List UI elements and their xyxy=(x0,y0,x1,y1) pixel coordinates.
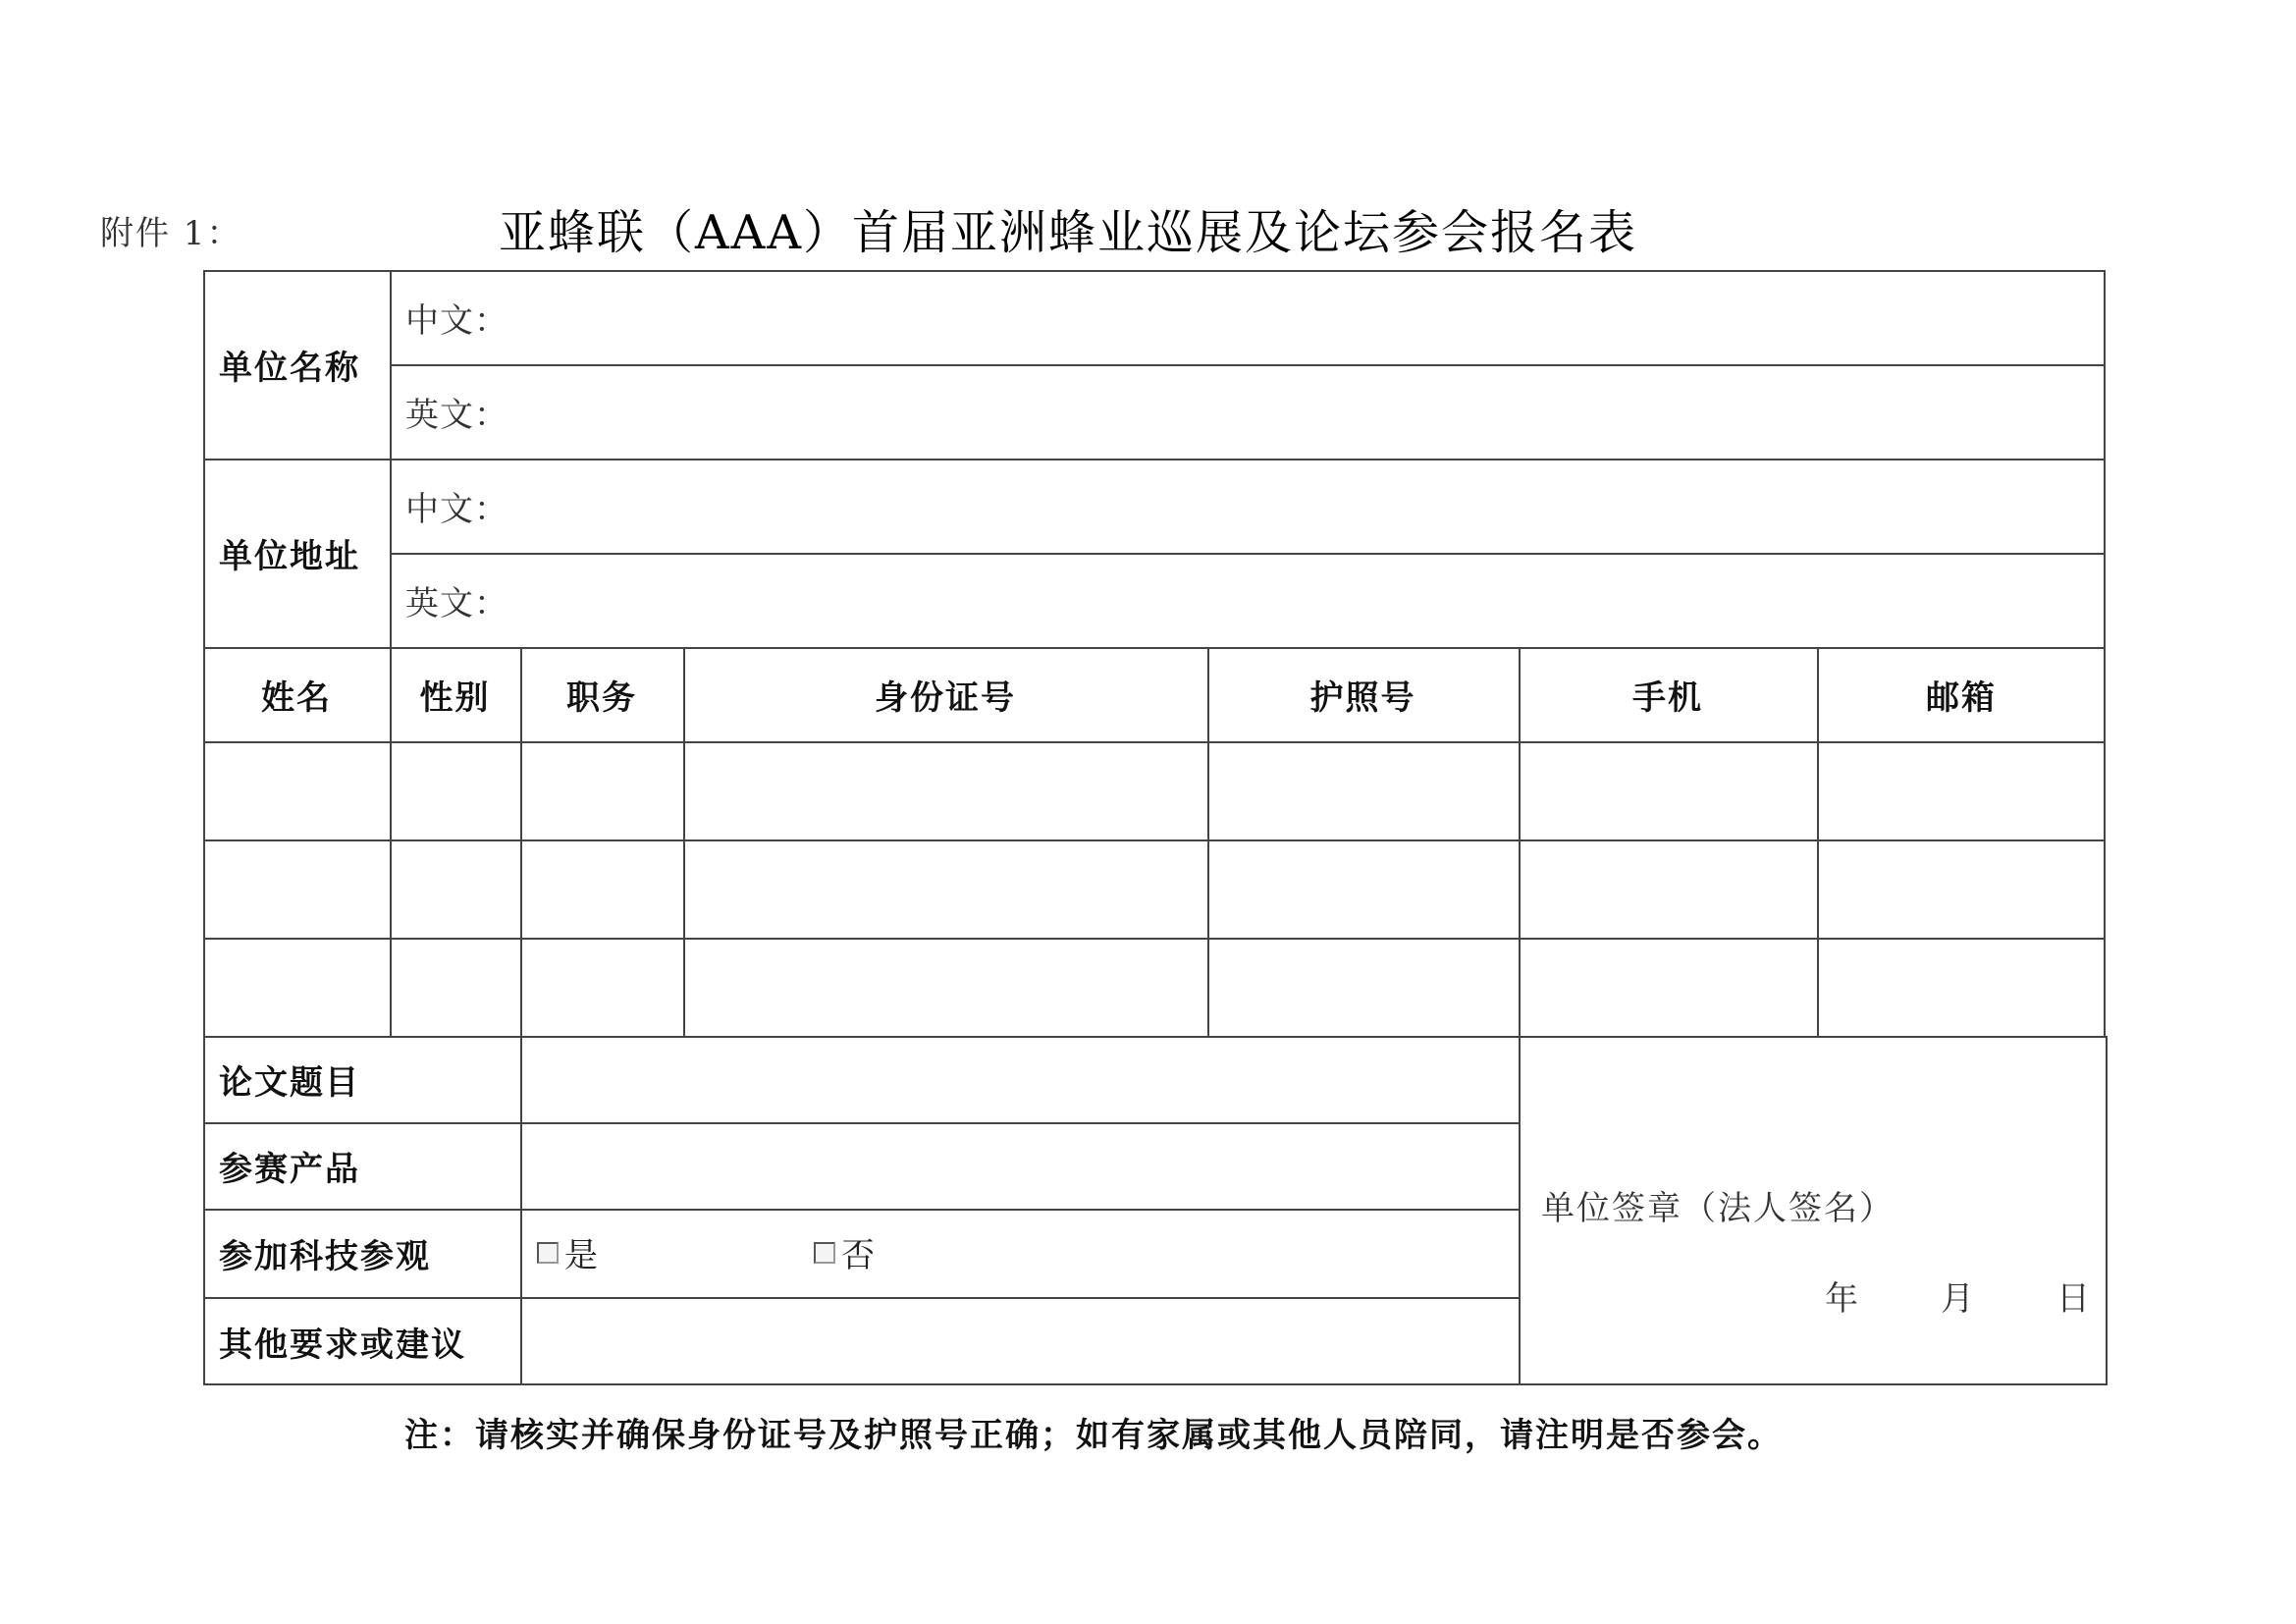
divider xyxy=(203,647,2106,649)
border-top xyxy=(203,270,2106,272)
attendee-cell-passport[interactable] xyxy=(1207,839,1519,938)
page-title: 亚蜂联（AAA）首届亚洲蜂业巡展及论坛参会报名表 xyxy=(499,205,1637,260)
divider xyxy=(1817,647,1819,1036)
attendee-cell-gender[interactable] xyxy=(390,938,520,1036)
attendee-cell-passport[interactable] xyxy=(1207,741,1519,839)
signature-day: 日 xyxy=(2056,1279,2090,1319)
signature-year: 年 xyxy=(1825,1279,1858,1319)
divider xyxy=(203,459,2106,460)
org-name-label: 单位名称 xyxy=(219,348,360,388)
attendee-cell-name[interactable] xyxy=(203,839,390,938)
attendee-cell-email[interactable] xyxy=(1817,938,2106,1036)
tour-no-option[interactable] xyxy=(814,1228,875,1276)
attendee-cell-position[interactable] xyxy=(520,741,683,839)
attendee-cell-mobile[interactable] xyxy=(1519,741,1817,839)
signature-label: 单位签章（法人签名） xyxy=(1541,1189,1895,1228)
product-input[interactable] xyxy=(520,1122,1519,1209)
attendee-cell-position[interactable] xyxy=(520,839,683,938)
attachment-label: 附件 1： xyxy=(100,214,242,253)
divider xyxy=(203,1122,1519,1124)
registration-form xyxy=(203,270,2106,1385)
attendee-cell-position[interactable] xyxy=(520,938,683,1036)
column-header-id-number: 身份证号 xyxy=(875,677,1016,718)
column-header-mobile: 手机 xyxy=(1632,677,1703,718)
attendee-cell-id-number[interactable] xyxy=(683,839,1207,938)
border-right xyxy=(2104,270,2106,1036)
org-address-label: 单位地址 xyxy=(219,536,360,576)
attendee-cell-gender[interactable] xyxy=(390,839,520,938)
org-address-english-field[interactable]: 英文： xyxy=(405,583,508,623)
tour-yes-checkbox[interactable] xyxy=(537,1242,559,1264)
attendee-cell-mobile[interactable] xyxy=(1519,839,1817,938)
attendee-cell-email[interactable] xyxy=(1817,741,2106,839)
divider xyxy=(203,938,2106,940)
column-header-gender: 性别 xyxy=(419,677,491,718)
divider xyxy=(390,364,2106,366)
paper-title-input[interactable] xyxy=(520,1036,1519,1122)
divider xyxy=(203,839,2106,841)
attendee-cell-mobile[interactable] xyxy=(1519,938,1817,1036)
divider xyxy=(520,647,522,1385)
divider xyxy=(203,1209,1519,1211)
attendee-cell-passport[interactable] xyxy=(1207,938,1519,1036)
other-input[interactable] xyxy=(520,1297,1519,1385)
tour-no-label: 否 xyxy=(841,1236,875,1275)
divider xyxy=(683,647,685,1036)
border-left xyxy=(203,270,205,1385)
tour-no-checkbox[interactable] xyxy=(814,1242,835,1264)
org-address-chinese-field[interactable]: 中文： xyxy=(405,489,508,529)
org-name-english-field[interactable]: 英文： xyxy=(405,395,508,435)
column-header-position: 职务 xyxy=(566,677,637,718)
attendee-cell-name[interactable] xyxy=(203,741,390,839)
attendee-cell-id-number[interactable] xyxy=(683,741,1207,839)
tour-yes-label: 是 xyxy=(564,1236,598,1275)
column-header-name: 姓名 xyxy=(261,677,332,718)
attendee-cell-id-number[interactable] xyxy=(683,938,1207,1036)
divider xyxy=(203,741,2106,743)
attendee-cell-gender[interactable] xyxy=(390,741,520,839)
divider xyxy=(390,270,392,1036)
tour-label: 参加科技参观 xyxy=(219,1236,431,1276)
signature-month: 月 xyxy=(1941,1279,1974,1319)
attendee-cell-email[interactable] xyxy=(1817,839,2106,938)
other-label: 其他要求或建议 xyxy=(219,1325,466,1365)
footer-note: 注：请核实并确保身份证号及护照号正确；如有家属或其他人员陪同，请注明是否参会。 xyxy=(404,1416,1783,1455)
tour-yes-option[interactable] xyxy=(537,1228,598,1276)
paper-title-label: 论文题目 xyxy=(219,1062,360,1103)
border-right-lower xyxy=(2106,1036,2108,1385)
org-name-chinese-field[interactable]: 中文： xyxy=(405,300,508,341)
divider xyxy=(390,553,2106,555)
attendee-cell-name[interactable] xyxy=(203,938,390,1036)
divider xyxy=(1207,647,1209,1036)
divider xyxy=(203,1036,2108,1038)
column-header-passport: 护照号 xyxy=(1309,677,1416,718)
divider xyxy=(1519,647,1521,1385)
divider xyxy=(203,1297,1519,1299)
product-label: 参赛产品 xyxy=(219,1149,360,1189)
column-header-email: 邮箱 xyxy=(1926,677,1997,718)
border-bottom xyxy=(203,1383,2108,1385)
